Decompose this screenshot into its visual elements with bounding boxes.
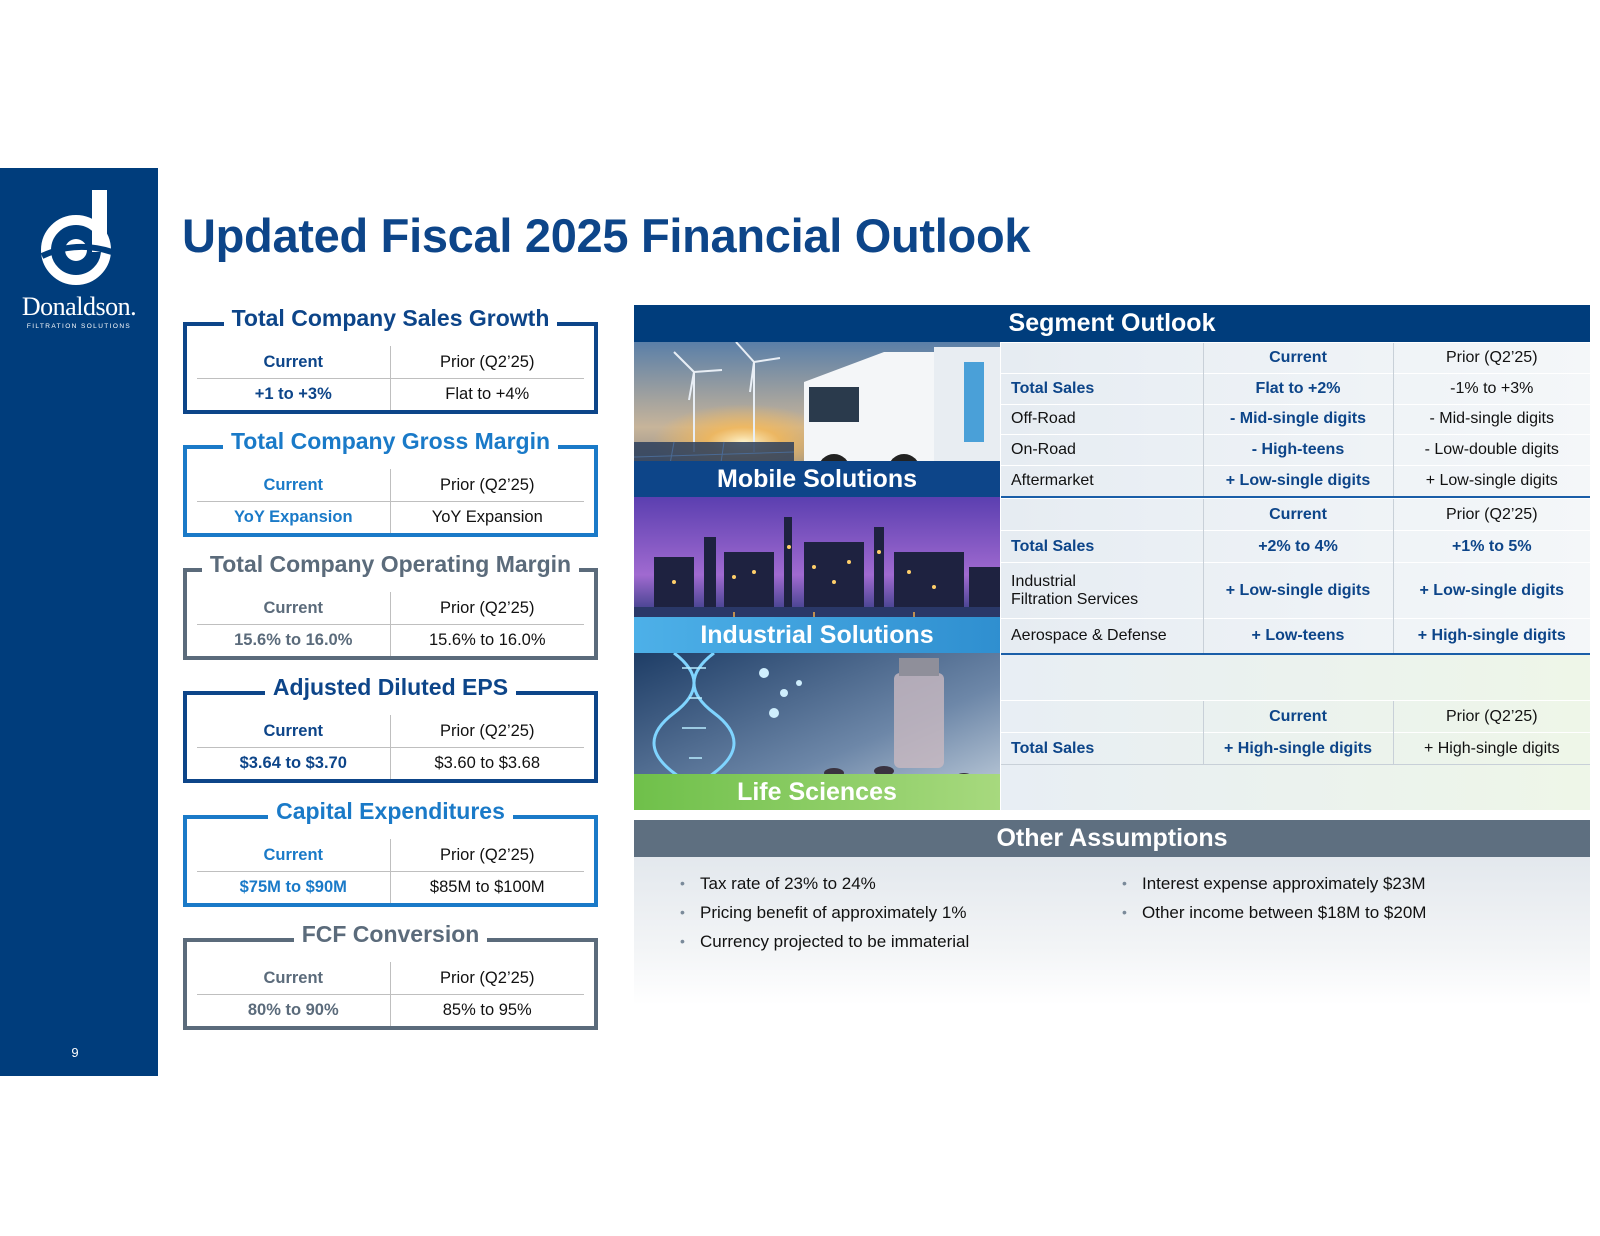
row-name-line2: Filtration Services (1011, 590, 1139, 608)
col-current: Current (1203, 701, 1393, 733)
current-value: $75M to $90M (197, 872, 391, 903)
prior-label: Prior (Q2’25) (440, 721, 535, 740)
prior-label: Prior (Q2’25) (440, 845, 535, 864)
current-label: Current (197, 592, 391, 624)
col-current: Current (1203, 343, 1393, 374)
table-row (1001, 531, 1590, 563)
row-current: Flat to +2% (1203, 373, 1393, 404)
prior-label: Prior (Q2’25) (440, 352, 535, 371)
row-prior: -1% to +3% (1393, 373, 1590, 404)
sidebar (0, 168, 158, 1076)
brand-name: Donaldson. (21, 292, 137, 321)
list-item: • Other income between $18M to $20M (1118, 898, 1426, 927)
col-current: Current (1203, 499, 1393, 531)
row-name: Total Sales (1001, 373, 1203, 404)
metric-fcf-conversion (183, 921, 598, 1030)
brand-tagline: FILTRATION SOLUTIONS (26, 323, 132, 330)
table-header-row (1001, 701, 1590, 733)
current-value: YoY Expansion (197, 502, 391, 533)
row-prior: - Low-double digits (1393, 435, 1590, 466)
row-current: +2% to 4% (1203, 531, 1393, 563)
metric-sales-growth (183, 305, 598, 414)
current-label: Current (197, 715, 391, 747)
metric-title: Total Company Gross Margin (223, 428, 558, 454)
current-label: Current (197, 839, 391, 871)
current-value: $3.64 to $3.70 (197, 748, 391, 779)
current-label: Current (197, 346, 391, 378)
metric-title: Total Company Operating Margin (202, 551, 579, 577)
table-row (1001, 733, 1590, 765)
metric-gross-margin (183, 428, 598, 537)
current-label: Current (197, 469, 391, 501)
page-title: Updated Fiscal 2025 Financial Outlook (182, 209, 1031, 262)
current-label: Current (197, 962, 391, 994)
metric-title: Total Company Sales Growth (224, 305, 558, 331)
table-row (1001, 619, 1590, 654)
prior-value: $3.60 to $3.68 (434, 754, 540, 772)
current-value: +1 to +3% (197, 379, 391, 410)
metric-title: Adjusted Diluted EPS (265, 674, 516, 700)
prior-value: YoY Expansion (431, 508, 543, 526)
table-header-row (1001, 343, 1590, 374)
list-item: • Interest expense approximately $23M (1118, 869, 1426, 898)
prior-label: Prior (Q2’25) (440, 475, 535, 494)
table-row (1001, 435, 1590, 466)
row-current: + Low-single digits (1203, 466, 1393, 497)
table-row (1001, 373, 1590, 404)
page-number: 9 (71, 1045, 79, 1060)
table-row (1001, 466, 1590, 497)
row-name: Total Sales (1001, 733, 1203, 765)
industrial-solutions-label: Industrial Solutions (634, 617, 1000, 653)
life-sciences-outlook-table (1001, 655, 1590, 810)
assumptions-list-right (1118, 869, 1426, 927)
table-row (1001, 563, 1590, 619)
metric-adjusted-eps (183, 674, 598, 783)
row-name (1001, 563, 1203, 619)
row-prior: + Low-single digits (1393, 563, 1590, 619)
row-name-line1: Industrial (1011, 572, 1076, 590)
table-row (1001, 404, 1590, 435)
list-item: • Currency projected to be immaterial (676, 927, 969, 956)
donaldson-logo-icon (36, 190, 118, 286)
row-name: Aftermarket (1001, 466, 1203, 497)
prior-label: Prior (Q2’25) (440, 968, 535, 987)
metric-title: FCF Conversion (294, 921, 488, 947)
row-name: Aerospace & Defense (1001, 619, 1203, 654)
row-current: - High-teens (1203, 435, 1393, 466)
row-name: Total Sales (1001, 531, 1203, 563)
row-prior: - Mid-single digits (1393, 404, 1590, 435)
assumptions-list-left (676, 869, 969, 956)
mobile-outlook-table (1001, 342, 1590, 497)
prior-value: Flat to +4% (445, 385, 530, 403)
prior-value: 85% to 95% (442, 1001, 532, 1019)
life-sciences-image (634, 653, 1000, 810)
row-prior: + High-single digits (1393, 619, 1590, 654)
row-prior: + Low-single digits (1393, 466, 1590, 497)
list-item: • Tax rate of 23% to 24% (676, 869, 969, 898)
row-prior: +1% to 5% (1393, 531, 1590, 563)
other-assumptions-body (634, 857, 1590, 1005)
prior-value: 15.6% to 16.0% (429, 631, 546, 649)
metric-capex (183, 798, 598, 907)
table-header-row (1001, 499, 1590, 531)
metric-title: Capital Expenditures (268, 798, 513, 824)
current-value: 80% to 90% (197, 995, 391, 1026)
list-item: • Pricing benefit of approximately 1% (676, 898, 969, 927)
life-sciences-label: Life Sciences (634, 774, 1000, 810)
col-prior: Prior (Q2’25) (1393, 701, 1590, 733)
prior-value: $85M to $100M (429, 878, 545, 896)
row-name: On-Road (1001, 435, 1203, 466)
col-prior: Prior (Q2’25) (1393, 499, 1590, 531)
row-current: + High-single digits (1203, 733, 1393, 765)
segment-outlook-header: Segment Outlook (634, 305, 1590, 342)
metric-operating-margin (183, 551, 598, 660)
current-value: 15.6% to 16.0% (197, 625, 391, 656)
mobile-solutions-image (634, 342, 1000, 497)
row-current: - Mid-single digits (1203, 404, 1393, 435)
row-current: + Low-single digits (1203, 563, 1393, 619)
col-prior: Prior (Q2’25) (1393, 343, 1590, 374)
row-name: Off-Road (1001, 404, 1203, 435)
row-current: + Low-teens (1203, 619, 1393, 654)
row-prior: + High-single digits (1393, 733, 1590, 765)
mobile-solutions-label: Mobile Solutions (634, 461, 1000, 497)
other-assumptions-header: Other Assumptions (634, 820, 1590, 857)
industrial-solutions-image (634, 497, 1000, 653)
industrial-outlook-table (1001, 498, 1590, 653)
prior-label: Prior (Q2’25) (440, 598, 535, 617)
